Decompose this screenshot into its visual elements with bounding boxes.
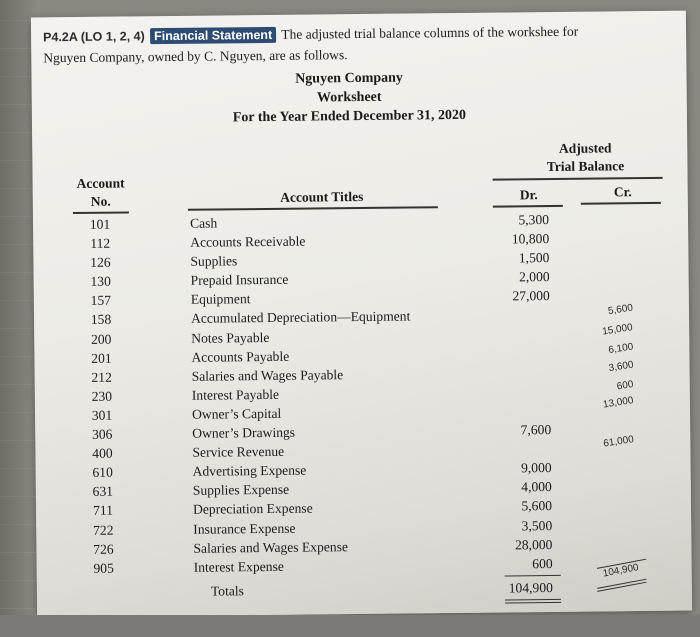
account-header: Account <box>76 175 125 191</box>
credit-acc-dep: 5,600 <box>607 302 634 318</box>
problem-header <box>43 24 578 46</box>
dr-total-rule <box>505 575 561 577</box>
dr-double-rule-1 <box>505 599 561 601</box>
intro-text-line1: The adjusted trial balance columns of the workshee for <box>281 23 579 42</box>
account-no-underline <box>73 211 129 213</box>
company-name: Nguyen Company <box>295 70 403 87</box>
credit-owners-capital: 13,000 <box>602 395 635 411</box>
worksheet-period: For the Year Ended December 31, 2020 <box>232 107 467 126</box>
credit-interest-payable: 600 <box>616 379 635 393</box>
trial-balance-header: Trial Balance <box>546 158 625 175</box>
worksheet-title: Worksheet <box>316 89 382 106</box>
credit-salaries-payable: 3,600 <box>607 359 635 375</box>
account-number-column: 101 112 126 130 157 158 200 201 212 230 301 306 400 610 631 711 722 726 905 <box>89 216 114 576</box>
total-credit: 104,900 <box>602 562 640 580</box>
dr-underline <box>493 205 563 207</box>
credit-service-revenue: 61,000 <box>603 434 636 450</box>
no-header: No. <box>90 193 111 209</box>
financial-statement-tag: Financial Statement <box>150 27 276 44</box>
dr-double-rule-2 <box>505 602 561 604</box>
totals-label: Totals <box>210 583 245 599</box>
account-titles-header: Account Titles <box>280 188 364 205</box>
cr-underline <box>581 202 661 204</box>
credit-accounts-payable: 6,100 <box>607 341 635 357</box>
debit-column: 5,300 10,800 1,500 2,000 27,000 7,600 9,000 4,000 5,600 3,500 28,000 600 <box>511 212 553 571</box>
account-titles-column: Cash Accounts Receivable Supplies Prepaid Insurance Equipment Accumulated Depreciation—Equipment Notes Payable Accounts Payable Salaries and Wages Payable Interest Payable Owner’s Capital Owner’s Drawings Service Revenue Advertising Expense Supplies Expense Depreciation Expense Insurance Expense Salaries and Wages Expense Interest Expense <box>189 215 411 575</box>
trial-balance-underline <box>493 177 663 180</box>
account-titles-underline <box>188 206 438 210</box>
dr-header: Dr. <box>519 187 538 203</box>
credit-notes-payable: 15,000 <box>601 322 634 338</box>
total-debit: 104,900 <box>508 580 553 596</box>
intro-text-line2: Nguyen Company, owned by C. Nguyen, are as follows. <box>43 47 348 66</box>
problem-id: P4.2A (LO 1, 2, 4) <box>43 29 145 45</box>
textbook-page <box>31 11 692 618</box>
cr-header: Cr. <box>613 184 632 200</box>
adjusted-header: Adjusted <box>558 140 612 156</box>
bottom-shadow-strip <box>0 615 700 637</box>
